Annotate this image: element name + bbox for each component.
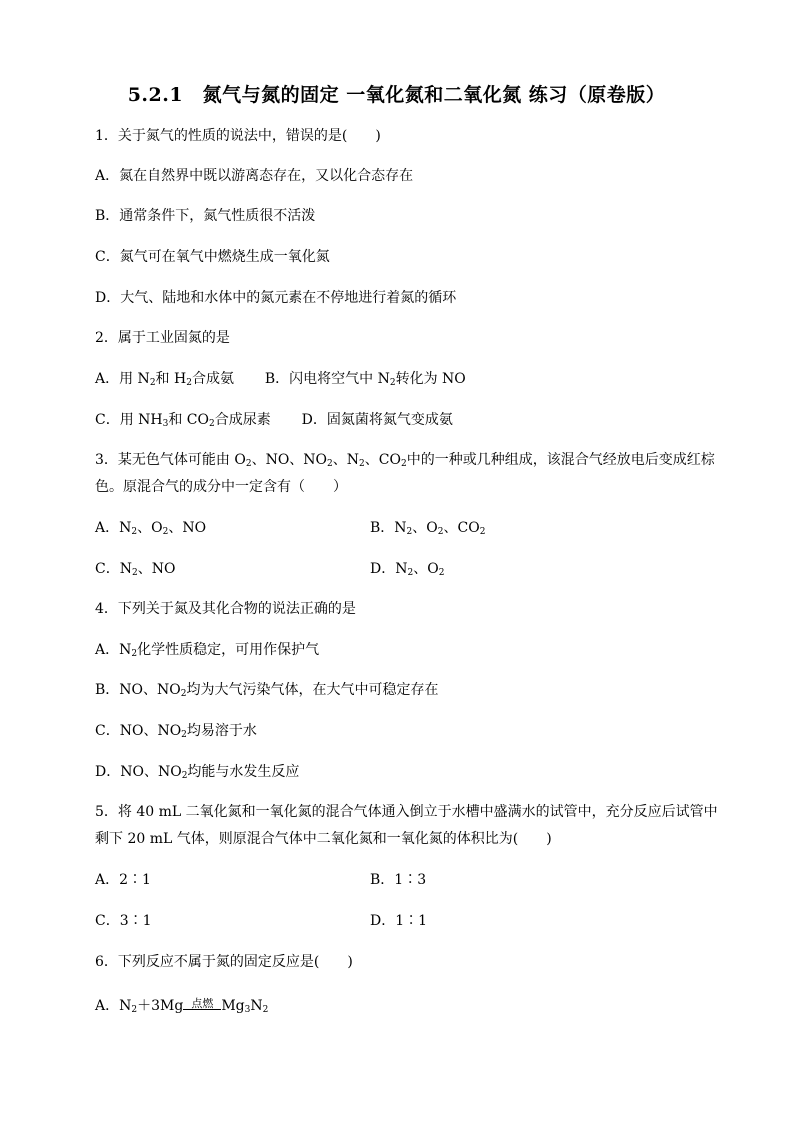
question-5-option-b: B．1∶3 — [370, 872, 427, 888]
question-2-option-d: D．固氮菌将氮气变成氨 — [301, 412, 453, 428]
question-5-stem-line1: 5．将 40 mL 二氧化氮和一氧化氮的混合气体通入倒立于水槽中盛满水的试管中，充分反应后试管中 — [95, 804, 718, 820]
question-6-stem: 6．下列反应不属于氮的固定反应是( ) — [95, 954, 353, 970]
question-1-option-b: B．通常条件下，氮气性质很不活泼 — [95, 208, 316, 224]
question-5-option-c: C．3∶1 — [95, 913, 152, 929]
question-4-option-a: A．$N_2$化学性质稳定，可用作保护气 — [95, 642, 320, 659]
question-4-option-d: D．NO、$NO_2$均能与水发生反应 — [95, 764, 300, 781]
question-1-option-a: A．氮在自然界中既以游离态存在，又以化合态存在 — [95, 168, 414, 184]
page-title: 5.2.1 氮气与氮的固定 一氧化氮和二氧化氮 练习（原卷版） — [127, 84, 666, 106]
question-5-option-a: A．2∶1 — [95, 872, 151, 888]
question-3-option-c: C．$N_2$、NO — [95, 561, 176, 578]
reaction-condition-arrow: 点燃 — [183, 1001, 221, 1013]
question-2-options-cd — [95, 410, 453, 430]
question-2-option-b: B．闪电将空气中 $N_2$转化为 NO — [264, 371, 466, 388]
question-2-options-ab — [95, 369, 466, 389]
question-3-stem-line1: 3．某无色气体可能由 $O_2$、NO、$NO_2$、$N_2$、$CO_2$中的一种或几种组成，该混合气经放电后变成红棕 — [95, 452, 715, 469]
question-1-option-c: C．氮气可在氧气中燃烧生成一氧化氮 — [95, 249, 330, 265]
question-4-option-c: C．NO、$NO_2$均易溶于水 — [95, 723, 257, 740]
question-1-stem: 1．关于氮气的性质的说法中，错误的是( ) — [95, 128, 381, 144]
question-5-stem-line2: 剩下 20 mL 气体，则原混合气体中二氧化氮和一氧化氮的体积比为( ) — [95, 831, 552, 847]
question-2-stem: 2．属于工业固氮的是 — [95, 330, 230, 346]
question-3-option-d: D．$N_2$、$O_2$ — [370, 561, 445, 578]
question-2-option-a: A．用 $N_2$和 $H_2$合成氨 — [95, 371, 234, 388]
question-1-option-d: D．大气、陆地和水体中的氮元素在不停地进行着氮的循环 — [95, 290, 457, 306]
question-3-option-a: A．$N_2$、$O_2$、NO — [95, 520, 207, 537]
question-4-option-b: B．NO、$NO_2$均为大气污染气体，在大气中可稳定存在 — [95, 682, 439, 699]
question-3-option-b: B．$N_2$、$O_2$、$CO_2$ — [370, 520, 486, 537]
question-4-stem: 4．下列关于氮及其化合物的说法正确的是 — [95, 601, 356, 617]
question-5-option-d: D．1∶1 — [370, 913, 428, 929]
question-6-option-a: A．$N_2+3Mg$ 点燃 $Mg_3N_2$ — [95, 997, 269, 1015]
question-3-stem-line2: 色。原混合气的成分中一定含有（ ） — [95, 479, 347, 495]
question-2-option-c: C．用 $NH_3$和 $CO_2$合成尿素 — [95, 412, 271, 429]
